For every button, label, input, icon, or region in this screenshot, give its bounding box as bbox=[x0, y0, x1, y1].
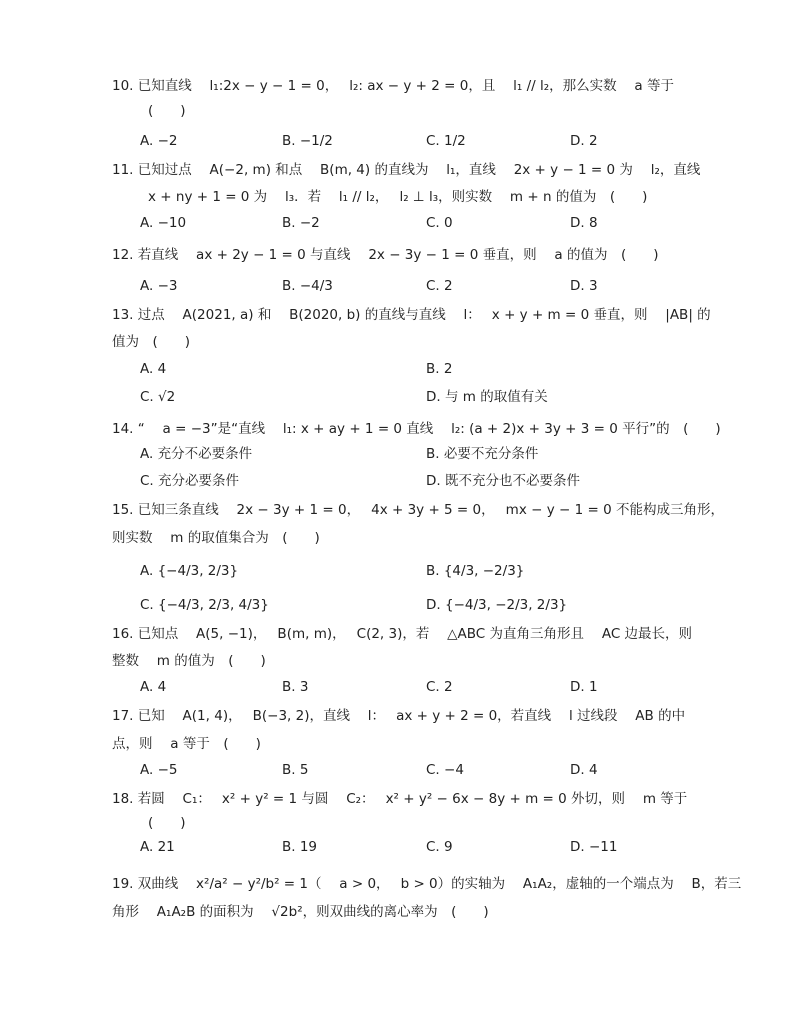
q11-option-d: D. 8 bbox=[570, 215, 598, 231]
q13-option-b: B. 2 bbox=[426, 361, 453, 377]
q16-stem-line-2: 整数 m 的值为 ( ) bbox=[112, 653, 266, 669]
q11-stem-line-2: x + ny + 1 = 0 为 l₃．若 l₁ // l₂， l₂ ⊥ l₃，则实数 m + n 的值为 ( ) bbox=[148, 189, 648, 205]
q14-option-c: C. 充分必要条件 bbox=[140, 473, 240, 489]
q17-option-a: A. −5 bbox=[140, 762, 178, 778]
q13-stem-line-2: 值为 ( ) bbox=[112, 334, 191, 350]
q16-option-b: B. 3 bbox=[282, 679, 309, 695]
q12-option-c: C. 2 bbox=[426, 278, 453, 294]
q18-option-d: D. −11 bbox=[570, 839, 618, 855]
q14-option-a: A. 充分不必要条件 bbox=[140, 446, 253, 462]
q17-option-d: D. 4 bbox=[570, 762, 598, 778]
q18-option-a: A. 21 bbox=[140, 839, 175, 855]
q11-option-a: A. −10 bbox=[140, 215, 187, 231]
q16-stem-line-1: 16. 已知点 A(5, −1)， B(m, m)， C(2, 3)，若 △ABC 为直角三角形且 AC 边最长，则 bbox=[112, 626, 693, 642]
q13-stem-line-1: 13. 过点 A(2021, a) 和 B(2020, b) 的直线与直线 l： x + y + m = 0 垂直，则 |AB| 的 bbox=[112, 307, 711, 323]
q13-option-a: A. 4 bbox=[140, 361, 167, 377]
q15-stem-line-1: 15. 已知三条直线 2x − 3y + 1 = 0， 4x + 3y + 5 = 0， mx − y − 1 = 0 不能构成三角形， bbox=[112, 502, 724, 518]
q19-stem-line-1: 19. 双曲线 x²/a² − y²/b² = 1（ a > 0， b > 0）的实轴为 A₁A₂，虚轴的一个端点为 B，若三 bbox=[112, 876, 742, 892]
q12-option-a: A. −3 bbox=[140, 278, 178, 294]
q15-option-b: B. {4/3, −2/3} bbox=[426, 563, 525, 579]
q11-stem-line-1: 11. 已知过点 A(−2, m) 和点 B(m, 4) 的直线为 l₁，直线 2x + y − 1 = 0 为 l₂，直线 bbox=[112, 162, 701, 178]
q18-stem-line-1: 18. 若圆 C₁： x² + y² = 1 与圆 C₂： x² + y² − 6x − 8y + m = 0 外切，则 m 等于 bbox=[112, 791, 688, 807]
q19-stem-line-2: 角形 A₁A₂B 的面积为 √2b²，则双曲线的离心率为 ( ) bbox=[112, 904, 489, 920]
q13-option-c: C. √2 bbox=[140, 389, 176, 405]
q10-option-c: C. 1/2 bbox=[426, 133, 466, 149]
q12-option-d: D. 3 bbox=[570, 278, 598, 294]
q17-stem-line-2: 点，则 a 等于 ( ) bbox=[112, 736, 261, 752]
q16-option-d: D. 1 bbox=[570, 679, 598, 695]
q14-stem-line-1: 14. “ a = −3”是“直线 l₁: x + ay + 1 = 0 直线 l₂: (a + 2)x + 3y + 3 = 0 平行”的 ( ) bbox=[112, 421, 721, 437]
q16-option-a: A. 4 bbox=[140, 679, 167, 695]
q15-option-a: A. {−4/3, 2/3} bbox=[140, 563, 239, 579]
q18-option-b: B. 19 bbox=[282, 839, 318, 855]
q15-stem-line-2: 则实数 m 的取值集合为 ( ) bbox=[112, 530, 320, 546]
q14-option-d: D. 既不充分也不必要条件 bbox=[426, 473, 580, 489]
q18-stem-line-2: ( ) bbox=[148, 815, 186, 831]
q10-option-d: D. 2 bbox=[570, 133, 598, 149]
q10-stem-line-2: ( ) bbox=[148, 103, 186, 119]
q10-stem-line-1: 10. 已知直线 l₁:2x − y − 1 = 0， l₂: ax − y + 2 = 0，且 l₁ // l₂，那么实数 a 等于 bbox=[112, 78, 674, 94]
q17-option-c: C. −4 bbox=[426, 762, 464, 778]
q12-stem-line-1: 12. 若直线 ax + 2y − 1 = 0 与直线 2x − 3y − 1 = 0 垂直，则 a 的值为 ( ) bbox=[112, 247, 659, 263]
q17-option-b: B. 5 bbox=[282, 762, 309, 778]
q16-option-c: C. 2 bbox=[426, 679, 453, 695]
q12-option-b: B. −4/3 bbox=[282, 278, 333, 294]
q13-option-d: D. 与 m 的取值有关 bbox=[426, 389, 548, 405]
q18-option-c: C. 9 bbox=[426, 839, 453, 855]
q10-option-a: A. −2 bbox=[140, 133, 178, 149]
q11-option-b: B. −2 bbox=[282, 215, 320, 231]
q15-option-c: C. {−4/3, 2/3, 4/3} bbox=[140, 597, 269, 613]
q14-option-b: B. 必要不充分条件 bbox=[426, 446, 539, 462]
q15-option-d: D. {−4/3, −2/3, 2/3} bbox=[426, 597, 568, 613]
q17-stem-line-1: 17. 已知 A(1, 4)， B(−3, 2)，直线 l： ax + y + 2 = 0，若直线 l 过线段 AB 的中 bbox=[112, 708, 686, 724]
q10-option-b: B. −1/2 bbox=[282, 133, 333, 149]
q11-option-c: C. 0 bbox=[426, 215, 453, 231]
